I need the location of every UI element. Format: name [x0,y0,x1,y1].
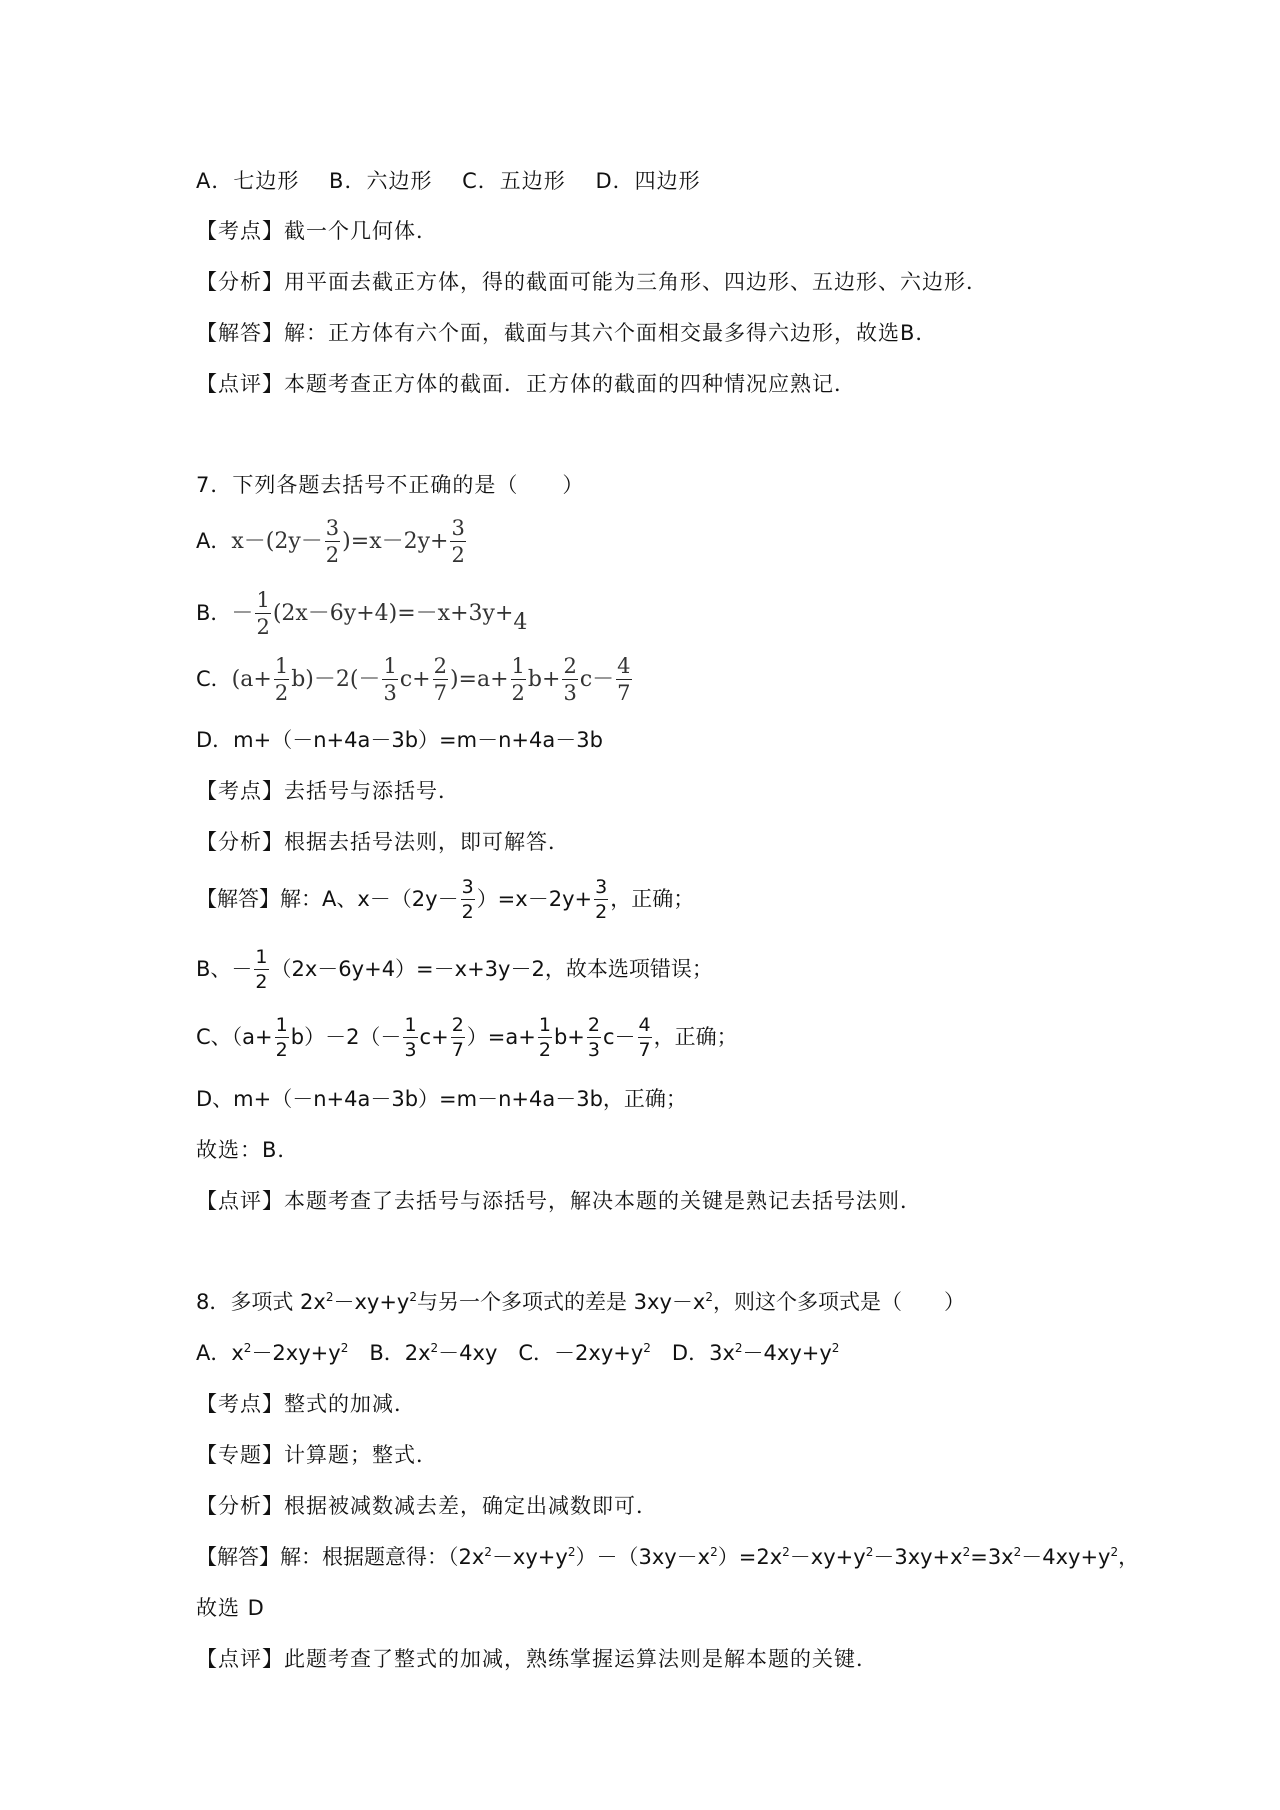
q7-guxuan: 故选：B． [196,1138,300,1162]
q7-stem: 7．下列各题去括号不正确的是（ ） [196,473,585,497]
q7-option-a [196,518,468,566]
q8-zhuanti: 【专题】计算题；整式． [196,1443,438,1467]
q7-option-c [196,656,634,704]
q7-jieda-b: B、－ $\frac{1}{2}$ （2x－6y+4）=－x+3y－2，故本选项错误； [196,946,713,993]
q6-kaodian: 【考点】截一个几何体． [196,219,438,243]
q7-fenxi: 【分析】根据去括号法则，即可解答． [196,830,570,854]
q7-option-d: D．m+（－n+4a－3b）=m－n+4a－3b [196,728,603,752]
q8-fenxi: 【分析】根据被减数减去差，确定出减数即可． [196,1494,658,1518]
q8-kaodian: 【考点】整式的加减． [196,1392,416,1416]
formula-image-c: (a+ $\frac{1}{2}$ b)－2(－ $\frac{1}{3}$ c+ $\frac{2}{7}$ )=a+ $\frac{1}{2}$ b+ $\frac{2}{3}$ c－ $\frac{4}{7}$ [231,654,631,705]
option-label: A． [196,529,232,553]
q7-kaodian: 【考点】去括号与添括号． [196,779,460,803]
q8-guxuan: 故选 D [196,1596,265,1620]
option-label: C． [196,667,232,691]
q7-jieda-a: 【解答】解：A、x－（2y－ $\frac{3}{2}$ ）=x－2y+ $\frac{3}{2}$ ，正确； [196,876,695,923]
q7-option-b [196,588,528,639]
q8-stem: 8．多项式 $2x^2-xy+y^2$与另一个多项式的差是 $3xy-x^2$，则这个多项式是（ ） [196,1290,965,1314]
q6-dianping: 【点评】本题考查正方体的截面．正方体的截面的四种情况应熟记． [196,372,856,396]
q7-dianping: 【点评】本题考查了去括号与添括号，解决本题的关键是熟记去括号法则． [196,1189,922,1213]
q8-dianping: 【点评】此题考查了整式的加减，熟练掌握运算法则是解本题的关键． [196,1647,878,1671]
q8-jieda: 【解答】解：根据题意得：$(2x^2-xy+y^2)-(3xy-x^2)=2x^2-xy+y^2-3xy+x^2=3x^2-4xy+y^2$， [196,1545,1140,1569]
q6-fenxi: 【分析】用平面去截正方体，得的截面可能为三角形、四边形、五边形、六边形． [196,270,988,294]
q7-jieda-c: C、（a+ $\frac{1}{2}$ b）－2（－ $\frac{1}{3}$ c+ $\frac{2}{7}$ ）=a+ $\frac{1}{2}$ b+ $\frac{2}{3}$ c－ $\frac{4}{7}$ ，正确； [196,1014,738,1061]
formula-image-b: － $\frac{1}{2}$ (2x－6y+4)=－x+3y+4 [231,588,528,639]
q6-jieda: 【解答】解：正方体有六个面，截面与其六个面相交最多得六边形，故选B． [196,321,938,345]
q6-options: A．七边形 B．六边形 C．五边形 D．四边形 [196,169,701,193]
formula-image-a: x－(2y－ $\frac{3}{2}$ )=x－2y+ $\frac{3}{2}$ [231,516,465,567]
option-label: B． [196,601,232,625]
q8-options: A．$x^2-2xy+y^2$ B．$2x^2-4xy$ C．$-2xy+y^2$ D．$3x^2-4xy+y^2$ [196,1341,840,1365]
q7-jieda-d: D、m+（－n+4a－3b）=m－n+4a－3b，正确； [196,1087,687,1111]
